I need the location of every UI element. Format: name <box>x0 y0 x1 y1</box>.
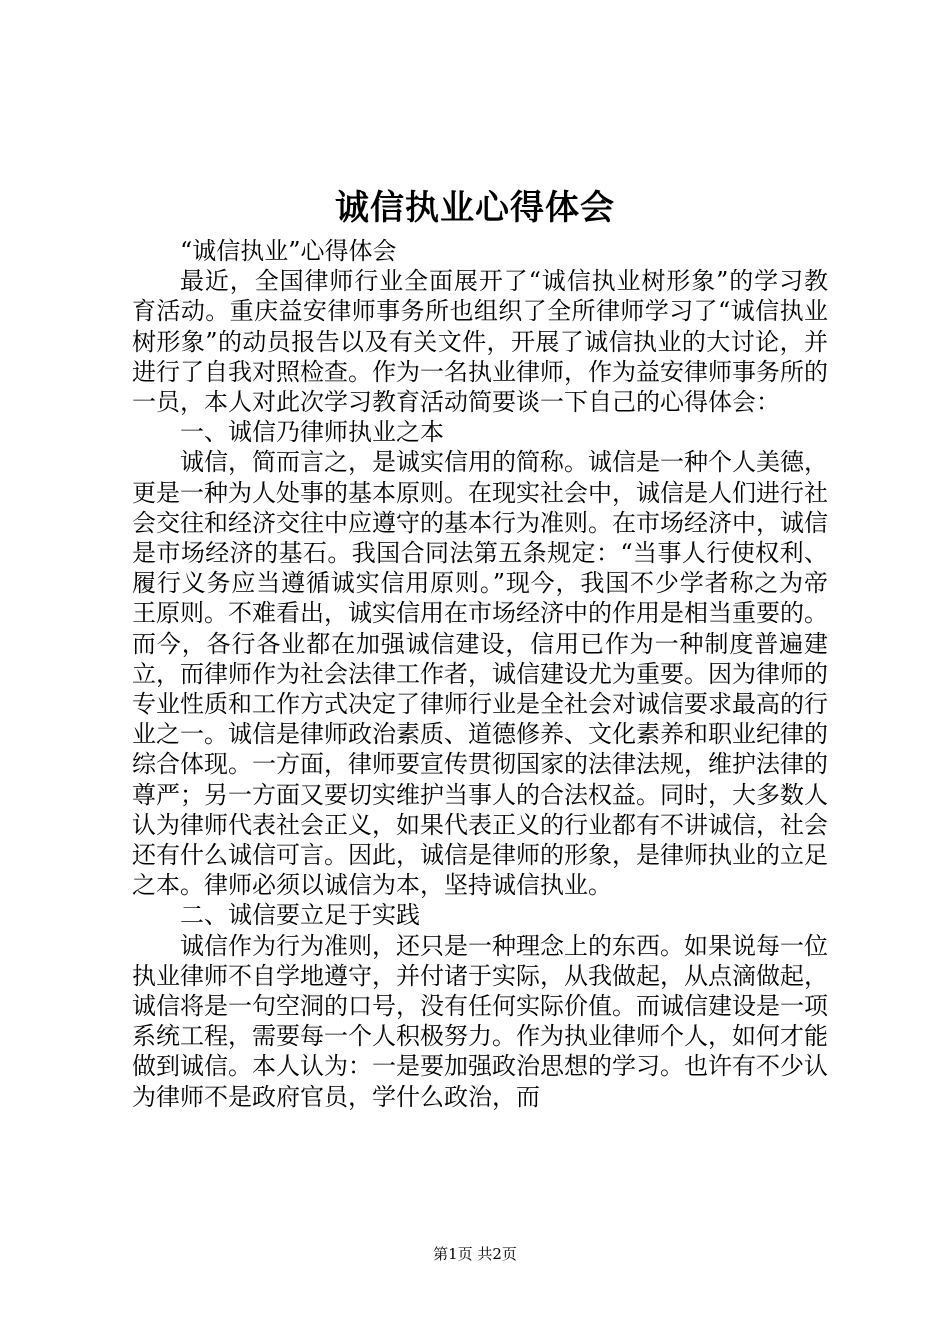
section-heading-2: 二、诚信要立足于实践 <box>180 901 420 930</box>
page-footer: 第1页 共2页 <box>433 1245 517 1263</box>
section-2-paragraph: 诚信作为行为准则，还只是一种理念上的东西。如果说每一位执业律师不自学地遵守，并付诸于实际，从我做起，从点滴做起，诚信将是一句空洞的口号，没有任何实际价值。而诚信建设是一项系统工程，需要每一个人积极努力。作为执业律师个人，如何才能做到诚信。本人认为：一是要加强政治思想的学习。也许有不少认为律师不是政府官员，学什么政治，而 <box>132 931 828 1111</box>
subtitle-paragraph: “诚信执业”心得体会 <box>180 237 397 265</box>
document-title: 诚信执业心得体会 <box>335 188 615 228</box>
document-body <box>132 236 828 1112</box>
intro-paragraph: 最近，全国律师行业全面展开了“诚信执业树形象”的学习教育活动。重庆益安律师事务所也组织了全所律师学习了“诚信执业树形象”的动员报告以及有关文件，开展了诚信执业的大讨论，并进行了自我对照检查。作为一名执业律师，作为益安律师事务所的一员，本人对此次学习教育活动简要谈一下自己的心得体会： <box>132 267 828 417</box>
section-heading-1: 一、诚信乃律师执业之本 <box>180 418 444 447</box>
section-1-paragraph: 诚信，简而言之，是诚实信用的简称。诚信是一种个人美德，更是一种为人处事的基本原则。在现实社会中，诚信是人们进行社会交往和经济交往中应遵守的基本行为准则。在市场经济中，诚信是市场经济的基石。我国合同法第五条规定：“当事人行使权利、履行义务应当遵循诚实信用原则。”现今，我国不少学者称之为帝王原则。不难看出，诚实信用在市场经济中的作用是相当重要的。而今，各行各业都在加强诚信建设，信用已作为一种制度普遍建立，而律师作为社会法律工作者，诚信建设尤为重要。因为律师的专业性质和工作方式决定了律师行业是全社会对诚信要求最高的行业之一。诚信是律师政治素质、道德修养、文化素养和职业纪律的综合体现。一方面，律师要宣传贯彻国家的法律法规，维护法律的尊严；另一方面又要切实维护当事人的合法权益。同时，大多数人认为律师代表社会正义，如果代表正义的行业都有不讲诚信，社会还有什么诚信可言。因此，诚信是律师的形象，是律师执业的立足之本。律师必须以诚信为本，坚持诚信执业。 <box>132 448 828 900</box>
